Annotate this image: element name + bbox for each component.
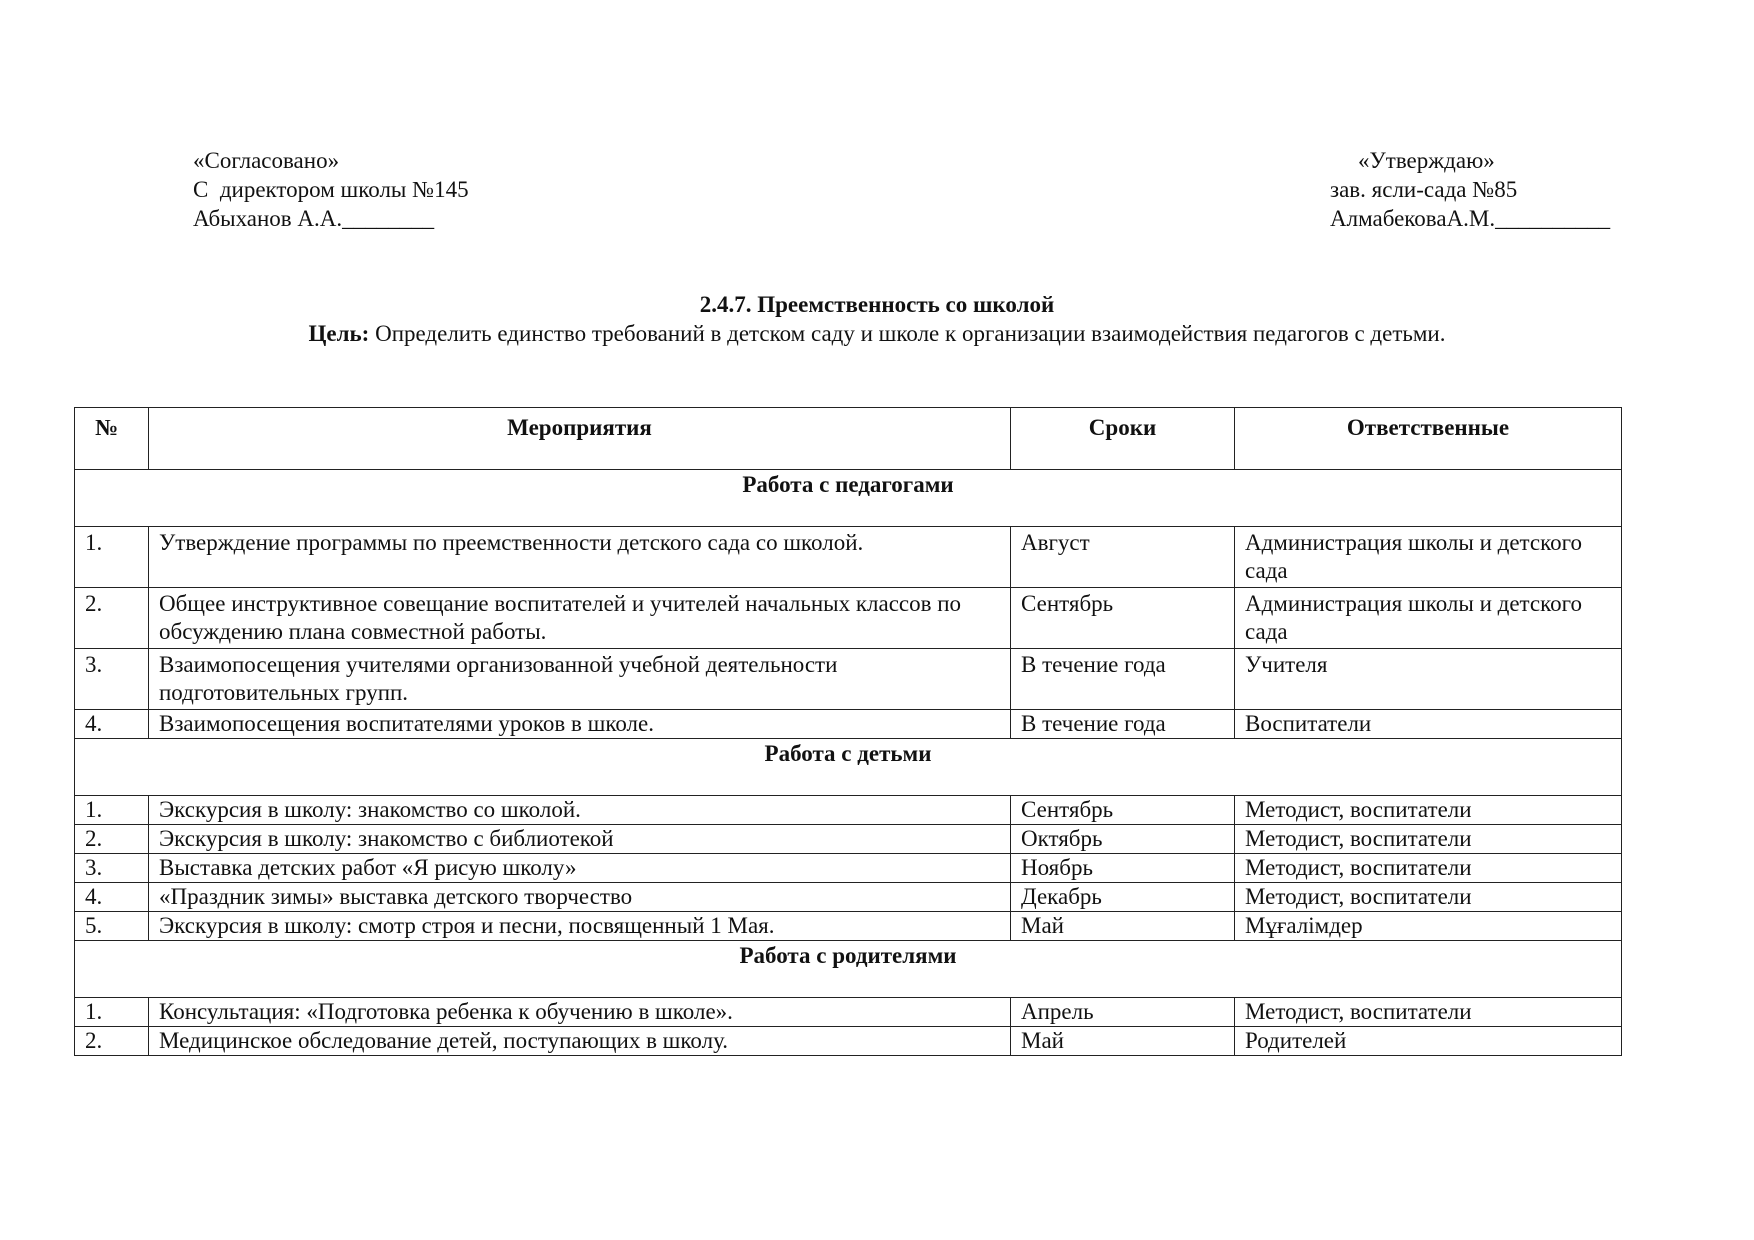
row-number: 1. [75,796,149,825]
table-row [75,998,1622,1027]
row-activity: Экскурсия в школу: смотр строя и песни, посвященный 1 Мая. [149,912,1011,941]
header-responsible: Ответственные [1235,408,1622,470]
approval-right-heading: «Утверждаю» [1358,148,1495,173]
row-number: 2. [75,825,149,854]
row-activity: Консультация: «Подготовка ребенка к обучению в школе». [149,998,1011,1027]
document-goal [0,321,1754,347]
row-responsible: Родителей [1235,1027,1622,1056]
row-date: Ноябрь [1011,854,1235,883]
approval-left-signature: Абыханов А.А.________ [193,206,435,231]
table-row [75,796,1622,825]
row-responsible: Учителя [1235,649,1622,710]
header-activities: Мероприятия [149,408,1011,470]
approval-left-position: С директором школы №145 [193,177,469,202]
goal-label: Цель: [308,321,370,346]
row-date: В течение года [1011,710,1235,739]
row-number: 5. [75,912,149,941]
row-responsible: Методист, воспитатели [1235,998,1622,1027]
header-dates: Сроки [1011,408,1235,470]
table-row [75,588,1622,649]
row-responsible: Методист, воспитатели [1235,854,1622,883]
row-date: Сентябрь [1011,588,1235,649]
table-row [75,854,1622,883]
row-activity: «Праздник зимы» выставка детского творчество [149,883,1011,912]
approval-left-heading: «Согласовано» [193,148,340,173]
row-date: Май [1011,912,1235,941]
approval-right-signature: АлмабековаА.М.__________ [1330,206,1611,231]
row-responsible: Администрация школы и детского сада [1235,588,1622,649]
row-activity: Медицинское обследование детей, поступающих в школу. [149,1027,1011,1056]
approval-block-right [1330,146,1610,233]
row-responsible: Администрация школы и детского сада [1235,527,1622,588]
table-header-row [75,408,1622,470]
table-row [75,825,1622,854]
row-activity: Утверждение программы по преемственности детского сада со школой. [149,527,1011,588]
section-row-teachers [75,470,1622,527]
section-title: Работа с детьми [75,739,1622,796]
row-number: 1. [75,998,149,1027]
row-date: Сентябрь [1011,796,1235,825]
table-row [75,883,1622,912]
section-row-parents [75,941,1622,998]
row-number: 4. [75,883,149,912]
row-date: Май [1011,1027,1235,1056]
header-number: № [75,408,149,470]
table-row [75,1027,1622,1056]
row-activity: Общее инструктивное совещание воспитателей и учителей начальных классов по обсуждению плана совместной работы. [149,588,1011,649]
section-row-children [75,739,1622,796]
row-date: Октябрь [1011,825,1235,854]
row-number: 4. [75,710,149,739]
table-row [75,527,1622,588]
row-activity: Взаимопосещения воспитателями уроков в школе. [149,710,1011,739]
goal-text: Определить единство требований в детском саду и школе к организации взаимодействия педагогов с детьми. [369,321,1446,346]
row-number: 3. [75,854,149,883]
row-responsible: Методист, воспитатели [1235,796,1622,825]
row-number: 2. [75,1027,149,1056]
row-responsible: Мұғалімдер [1235,912,1622,941]
section-title: Работа с педагогами [75,470,1622,527]
row-responsible: Методист, воспитатели [1235,883,1622,912]
section-title: Работа с родителями [75,941,1622,998]
plan-table [74,407,1622,1056]
row-activity: Взаимопосещения учителями организованной учебной деятельности подготовительных групп. [149,649,1011,710]
row-activity: Экскурсия в школу: знакомство с библиотекой [149,825,1011,854]
row-responsible: Воспитатели [1235,710,1622,739]
row-date: В течение года [1011,649,1235,710]
approval-block-left [193,146,469,233]
row-activity: Экскурсия в школу: знакомство со школой. [149,796,1011,825]
row-number: 2. [75,588,149,649]
row-activity: Выставка детских работ «Я рисую школу» [149,854,1011,883]
table-row [75,710,1622,739]
row-responsible: Методист, воспитатели [1235,825,1622,854]
table-row [75,912,1622,941]
approval-right-position: зав. ясли-сада №85 [1330,177,1518,202]
row-number: 3. [75,649,149,710]
document-title: 2.4.7. Преемственность со школой [699,292,1055,317]
table-row [75,649,1622,710]
row-date: Апрель [1011,998,1235,1027]
row-date: Декабрь [1011,883,1235,912]
row-number: 1. [75,527,149,588]
row-date: Август [1011,527,1235,588]
